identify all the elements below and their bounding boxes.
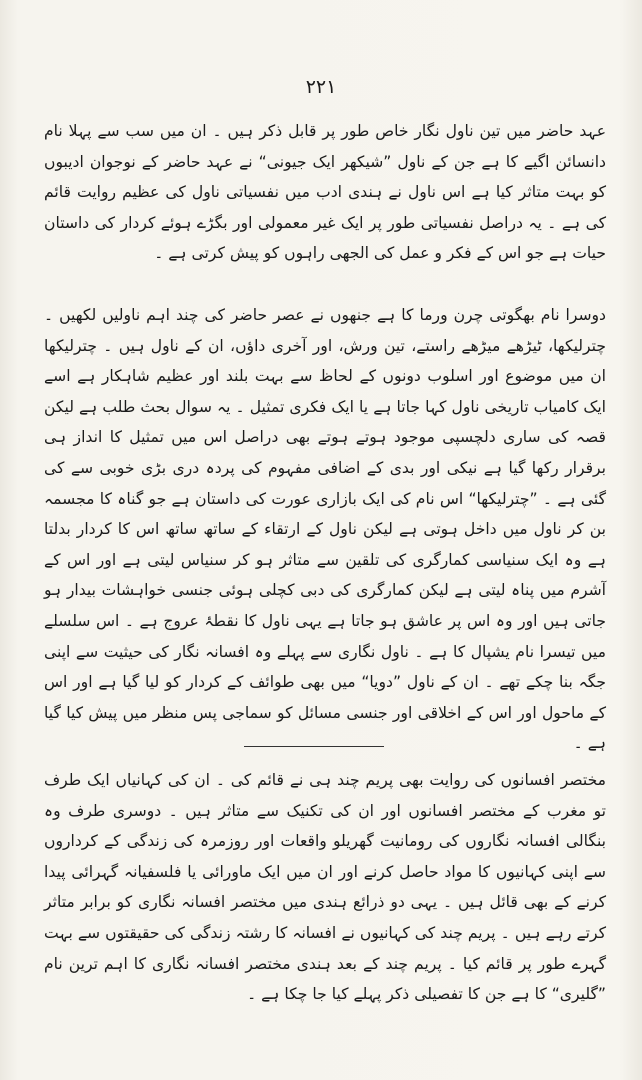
page-number: ۲۲۱ (305, 76, 337, 98)
section-divider (244, 746, 384, 747)
paragraph-text: عہد حاضر میں تین ناول نگار خاص طور پر قابل ذکر ہیں ۔ ان میں سب سے پہلا نام دانسائن اگیے کا ہے جن کے ناول ”شیکھر ایک جیونی“ نے عہد حاضر کے نوجوان ادیبوں کو بہت متاثر کیا ہے اس ناول نے ہندی ادب میں نفسیاتی ناول کی عظیم روایت قائم کی ہے ۔ یہ دراصل نفسیاتی طور پر ایک غیر معمولی اور بگڑے ہوئے کردار کی داستان حیات ہے جو اس کے فکر و عمل کی الجھی راہوں کو پیش کرتی ہے ۔ (44, 122, 606, 263)
paragraph-text: دوسرا نام بھگوتی چرن ورما کا ہے جنھوں نے عصر حاضر کی چند اہم ناولیں لکھیں ۔ چترلیکھا، ٹیڑھے میڑھے راستے، تین ورش، اور آخری داؤں، ان کے ناول ہیں ۔ چترلیکھا ان میں موضوع اور اسلوب دونوں کے لحاظ سے بہت بلند اور عظیم شاہکار ہے اسے ایک کامیاب تاریخی ناول کہا جاتا ہے یا ایک فکری تمثیل ۔ یہ سوال بحث طلب ہے لیکن قصہ کی ساری دلچسپی موجود ہوتے ہوتے بھی دراصل اس میں تمثیل کا انداز ہی برقرار رکھا گیا ہے نیکی اور بدی کے اضافی مفہوم کی پردہ دری بڑی خوبی سے کی گئی ہے ۔ ”چترلیکھا“ اس نام کی ایک بازاری عورت کی داستان ہے جو گناہ کا مجسمہ بن کر ناول میں داخل ہوتی ہے لیکن ناول کے ارتقاء کے ساتھ ساتھ اس کا کردار بدلتا ہے وہ ایک سنیاسی کمارگری کی تلقین سے متاثر ہو کر سنیاس لیتی ہے اور اس کے آشرم میں پناہ لیتی ہے لیکن کمارگری کی دبی کچلی ہوئی جنسی خواہشات بیدار ہو جاتی ہیں اور وہ اس پر عاشق ہو جاتا ہے یہی ناول کا نقطۂ عروج ہے ۔ اس سلسلے میں تیسرا نام یشپال کا ہے ۔ ناول نگاری سے پہلے وہ افسانہ نگار کی حیثیت سے اپنی جگہ بنا چکے تھے ۔ ان کے ناول ”دویا“ میں بھی طوائف کے کردار کو لیا گیا ہے اور اس کے ماحول اور اس کے اخلاقی اور جنسی مسائل کو سماجی پس منظر میں پیش کیا گیا ہے ۔ (44, 306, 606, 753)
paragraph-text: مختصر افسانوں کی روایت بھی پریم چند ہی نے قائم کی ۔ ان کی کہانیاں ایک طرف تو مغرب کے مختصر افسانوں اور ان کی تکنیک سے متاثر ہیں ۔ دوسری طرف وہ بنگالی افسانہ نگاروں کی رومانیت گھریلو واقعات اور روزمرہ کی زندگی کے کرداروں سے اپنی کہانیوں کا مواد حاصل کرنے اور ان میں ایک ماورائی یا فلسفیانہ گہرائی پیدا کرنے کے بھی قائل ہیں ۔ یہی دو ذرائع ہندی میں مختصر افسانہ نگاری کو برابر متاثر کرتے رہے ہیں ۔ پریم چند کی کہانیوں نے افسانہ کا رشتہ زندگی کی حقیقتوں سے بہت گہرے طور پر قائم کیا ۔ پریم چند کے بعد ہندی مختصر افسانہ نگاری کا اہم ترین نام ”گلیری“ کا ہے جن کا تفصیلی ذکر پہلے کیا جا چکا ہے ۔ (44, 771, 606, 1004)
paragraph-2 (44, 300, 606, 759)
paragraph-1 (44, 116, 606, 269)
paragraph-3 (44, 765, 606, 1010)
